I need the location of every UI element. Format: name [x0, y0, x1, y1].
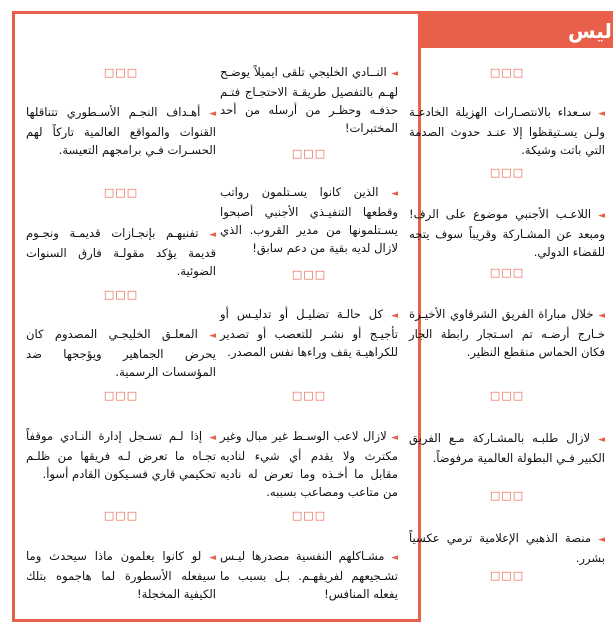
news-text: خلال مباراة الفريق الشرقاوي الأخيـرة خـارج أرضـه تم اسـتجار رابطة الجار فكان الحماس منقطع النظير. [409, 307, 605, 359]
separator: □□□ [489, 389, 525, 402]
separator: □□□ [103, 66, 139, 79]
news-text: لازال لاعب الوسـط غير مبال وغير مكترث ولا يقدم أي شيء لناديه مقابل ما أخـذه وما تعرض له ناديه من متاعب ومصاعب بسببه. [220, 429, 398, 499]
news-text: مشـاكلهم النفسية مصدرها ليـس تشـجيعهم لفريقهـم. بـل بسبب ما يفعله المنافس! [220, 549, 398, 601]
bullet-icon: ◄ [209, 109, 217, 119]
separator: □□□ [489, 266, 525, 279]
news-text: لو كانوا يعلمون ماذا سيحدث وما سيفعله الأسطورة لما هاجموه بتلك الكيفية المخجلة! [26, 549, 216, 601]
news-item [220, 305, 398, 361]
separator: □□□ [489, 489, 525, 502]
news-item [220, 427, 398, 501]
separator: □□□ [489, 66, 525, 79]
news-text: كل حالـة تضليـل أو تدليـس أو تأجيـج أو نشـر للتعصب أو تصدير للكراهيـة يقف وراءها نفس المصدر. [220, 307, 398, 359]
news-text: إذا لـم تسـجل إدارة النـادي موقفاً تجـاه ما تعرض لـه فريقها من ظلـم تحكيمي قاري فسـيكون القادم أسوأ. [26, 429, 216, 481]
news-item [220, 547, 398, 603]
news-text: النــادي الخليجي تلقى ايميلاً يوضـح لهـم بالتفصيل طريقـة الاحتجـاج فتـم حذفـه وحظـر من أرسله من أحد المختبرات! [220, 65, 398, 135]
news-item [409, 529, 605, 567]
bullet-icon: ◄ [209, 553, 217, 563]
bullet-icon: ◄ [598, 535, 606, 545]
news-item [220, 183, 398, 257]
bullet-icon: ◄ [391, 311, 398, 321]
bullet-icon: ◄ [598, 311, 606, 321]
news-item [26, 547, 216, 603]
bullet-icon: ◄ [598, 109, 605, 119]
news-text: لازال طلبـه بالمشـاركة مـع الفريق الكبير فـي البطولة العالمية مرفوضاً. [409, 431, 605, 465]
bullet-icon: ◄ [209, 230, 217, 240]
separator: □□□ [103, 186, 139, 199]
news-text: أهـداف النجـم الأسـطوري تتناقلها القنوات والمواقع العالمية تاركاً لهم الحسـرات فـي برامجهم التعيسة. [26, 105, 216, 157]
news-item [26, 103, 216, 159]
separator: □□□ [103, 389, 139, 402]
news-text: تفنيهـم بإنجـازات قديمـة ونجـوم قديمة يؤكد مقولـة فارق السنوات الضوئية. [26, 226, 216, 278]
news-text: الذين كانوا يسـتلمون رواتب وقطعها التنفيـذي الأجنبي أصبحوا يسـتلمونها من مدير القروب. الذي لازال لديه بقية من دعم سابق! [220, 185, 398, 255]
news-item [220, 63, 398, 137]
bullet-icon: ◄ [209, 433, 217, 443]
bullet-icon: ◄ [391, 553, 399, 563]
news-text: منصة الذهبي الإعلامية ترمي عكسياً بشرر. [409, 531, 605, 565]
separator: □□□ [489, 166, 525, 179]
separator: □□□ [103, 288, 139, 301]
news-item [409, 305, 605, 361]
separator: □□□ [291, 509, 327, 522]
separator: □□□ [291, 147, 327, 160]
section-title: ليس [568, 19, 612, 43]
news-item [409, 429, 605, 467]
bullet-icon: ◄ [209, 331, 216, 341]
news-item [409, 103, 605, 159]
separator: □□□ [291, 389, 327, 402]
news-item [26, 224, 216, 280]
bullet-icon: ◄ [391, 433, 398, 443]
news-item [26, 427, 216, 483]
news-item [409, 205, 605, 261]
separator: □□□ [489, 569, 525, 582]
news-text: المعلـق الخليجـي المصدوم كان يحرض الجماهير ويؤججها ضد المؤسسات الرسمية. [26, 327, 216, 379]
separator: □□□ [291, 268, 327, 281]
news-item [26, 325, 216, 381]
separator: □□□ [103, 509, 139, 522]
bullet-icon: ◄ [598, 211, 606, 221]
news-text: سـعداء بالانتصـارات الهزيلة الخادعـة ولـن يسـتيقظوا إلا عنـد حدوث الصدمة التي باتت وشيكة. [409, 105, 605, 157]
news-text: اللاعـب الأجنبي موضوع على الرف! ومبعد عن المشـاركة وقريباً سوف يتجه للقضاء الدولي. [409, 207, 605, 259]
bullet-icon: ◄ [598, 435, 605, 445]
bullet-icon: ◄ [391, 69, 398, 79]
bullet-icon: ◄ [391, 189, 398, 199]
